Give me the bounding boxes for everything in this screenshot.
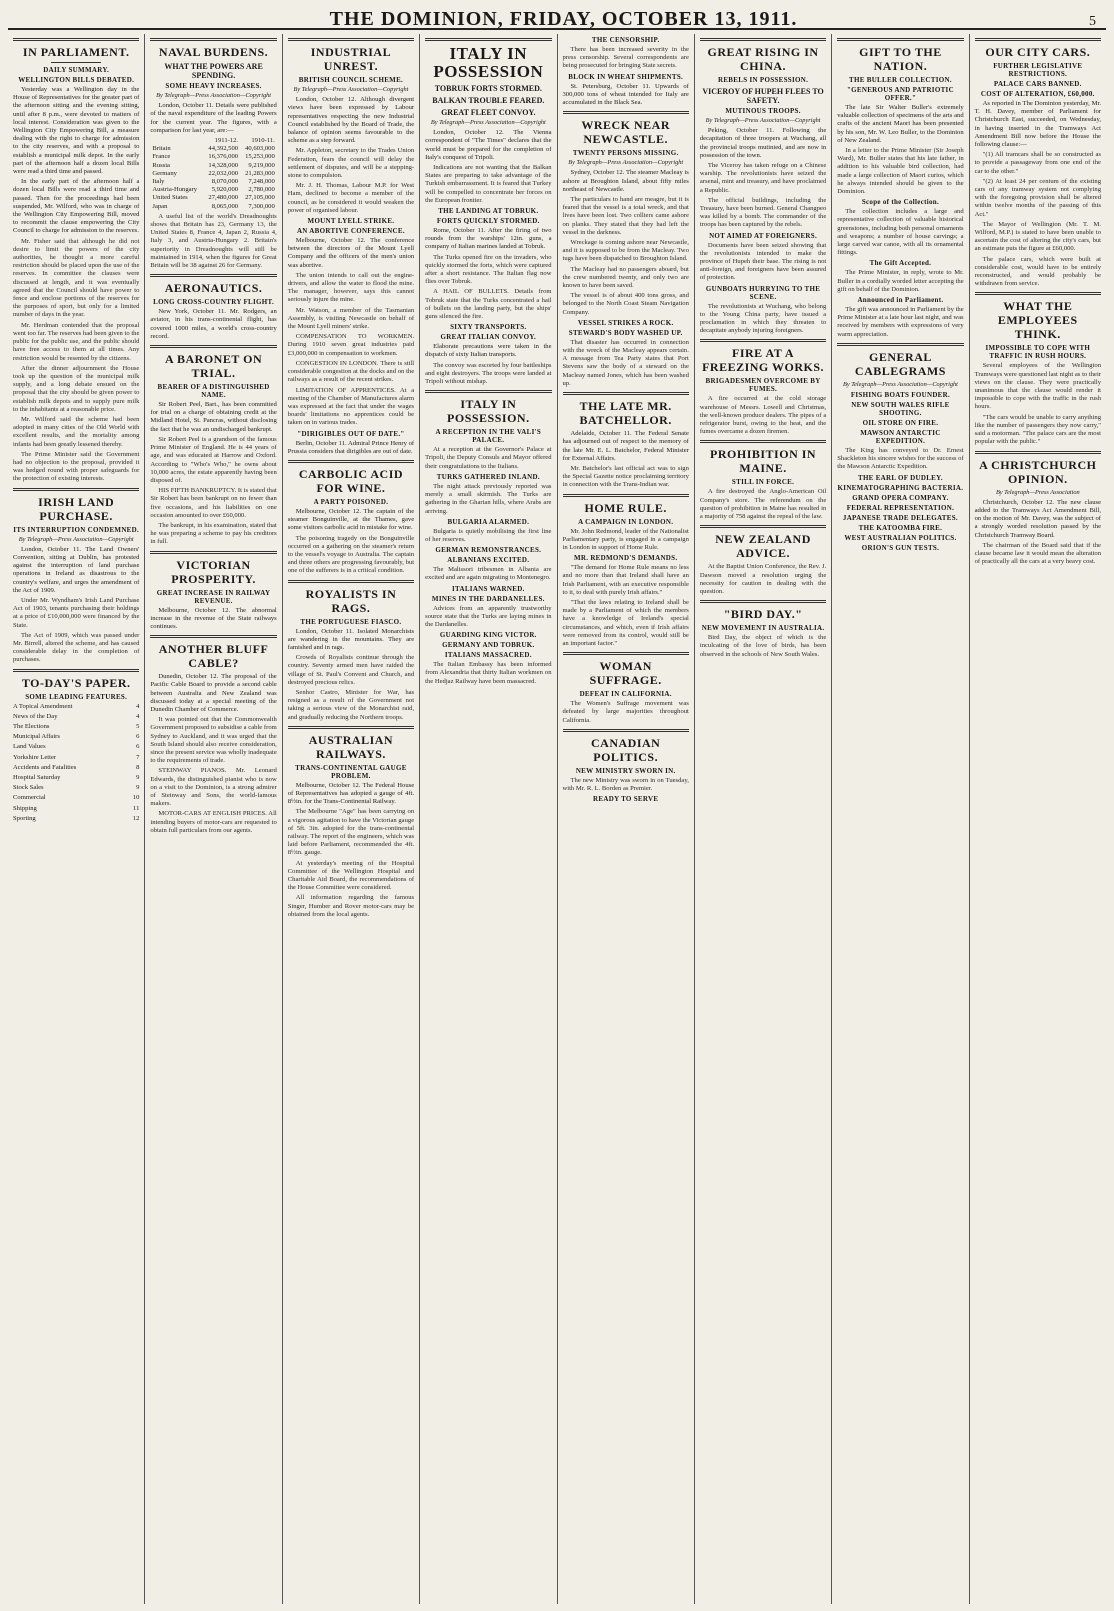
columns (8, 34, 1106, 1604)
article-text: Adelaide, October 11. The Federal Senate has adjourned out of respect to the memory of the late Mr. E. L. Batchelor, Federal Minister for External Affairs. (562, 430, 689, 462)
subhead-landing-tobruk: THE LANDING AT TOBRUK. (438, 207, 539, 216)
article-text: Melbourne, October 12. The Federal House of Representatives has adopted a gauge of 4ft. 8½in. for the Trans-Continental Railway. (287, 781, 415, 806)
article-text: London, October 12. The Vienna correspondent of "The Times" declares that the world must be prepared for the completion of Italy's conquest of Tripoli. (425, 129, 552, 161)
subhead-heavy-increases: SOME HEAVY INCREASES. (165, 82, 262, 90)
subhead-buller-collection: THE BULLER COLLECTION. (849, 76, 952, 84)
heading-in-parliament: IN PARLIAMENT. (22, 45, 130, 59)
article-text: Christchurch, October 12. The new clause added to the Tramways Act Amendment Bill, on the motion of Mr. Davey, was the subject of a strongly worded resolution passed by the Christchurch Tramway Board. (974, 498, 1101, 539)
subhead-long-flight: LONG CROSS-COUNTRY FLIGHT. (153, 298, 275, 307)
subhead-still-in-force: STILL IN FORCE. (731, 478, 795, 487)
heading-employees-think: WHAT THE EMPLOYEES THINK. (997, 299, 1078, 342)
subhead-wellington-bills: WELLINGTON BILLS DEBATED. (18, 76, 135, 84)
index-item[interactable]: Commercial 10 (13, 794, 140, 802)
heading-freezing-works-fire: FIRE AT A FREEZING WORKS. (702, 346, 825, 375)
article-text: The late Sir Walter Buller's extremely valuable collection of specimens of the arts and crafts of the ancient Maori has been presented by his son, Mr. W. Leo Buller, to the Dominion of New Zealand. (837, 104, 964, 144)
column-7: GIFT TO THE NATION. THE BULLER COLLECTION. "GENEROUS AND PATRIOTIC OFFER." The late Sir Walter Buller's extremely valuable collection of specimens of the arts and crafts of the ancient Maori has been presented by his son, Mr. W. Leo Buller, to the Dominion of New Zealand. In a letter to the Prime Minister (Sir Joseph Ward), Mr. Buller states that his late father, in addition to his valuable bird collection, had made a large collection of Maori curios, which he always intended should be given to the Dominion. Scope of the Collection. The collection includes a large and representative collection of valuable historical greenstones, including both personal ornaments and weapons; a number of house carvings; a large carved war canoe, with all its ornamental fittings. The Gift Accepted. The Prime Minister, in reply, wrote to Mr. Buller in a cordially worded letter accepting the gift on behalf of the Dominion. Announced in Parliament. The gift was announced in Parliament by the Prime Minister at a late hour last night, and was received by members with expressions of very warm appreciation. GENERAL CABLEGRAMS By Telegraph—Press Association—Copyright FISHING BOATS FOUNDER. NEW SOUTH WALES RIFLE SHOOTING. OIL STORE ON FIRE. MAWSON ANTARCTIC EXPEDITION. The King has conveyed to Dr. Ernest Shackleton his sincere wishes for the success of the Mawson Antarctic Expedition. THE EARL OF DUDLEY. KINEMATOGRAPHING BACTERIA. GRAND OPERA COMPANY. FEDERAL REPRESENTATION. JAPANESE TRADE DELEGATES. THE KATOOMBA FIRE. WEST AUSTRALIAN POLITICS. ORION'S GUN TESTS. (832, 34, 969, 1604)
subhead-twenty-missing: TWENTY PERSONS MISSING. (572, 149, 679, 158)
table-header-row: 1911-12. 1910-11. (214, 137, 275, 145)
subhead-german-remonstrances: GERMAN REMONSTRANCES. (435, 546, 542, 555)
heading-wreck-newcastle: WRECK NEAR NEWCASTLE. (581, 118, 671, 147)
article-text: New York, October 11. Mr. Rodgers, an aviator, in his trans-continental flight, has covered 1000 miles, a world's cross-country record. (150, 308, 277, 340)
subhead-not-foreigners: NOT AIMED AT FOREIGNERS. (709, 231, 818, 240)
subhead-patriotic-offer: "GENEROUS AND PATRIOTIC OFFER." (846, 86, 954, 102)
subhead-british-council: BRITISH COUNCIL SCHEME. (298, 76, 404, 84)
subhead-cost-alteration: COST OF ALTERATION, £60,000. (980, 90, 1095, 98)
subhead-federal-representation: FEDERAL REPRESENTATION. (846, 503, 955, 512)
subhead-valis-palace: A RECEPTION IN THE VALI'S PALACE. (435, 428, 542, 445)
heading-late-batchellor: THE LATE MR. BATCHELLOR. (579, 399, 672, 428)
subhead-campaign-london: A CAMPAIGN IN LONDON. (578, 517, 674, 526)
subhead-rebels-possession: REBELS IN POSSESSION. (717, 76, 809, 84)
table-row: Germany 22,032,000 21,283,000 (152, 169, 275, 177)
naval-expenditure-table (150, 137, 276, 211)
subhead-sixty-transports: SIXTY TRANSPORTS. (450, 323, 527, 332)
subhead-italians-warned: ITALIANS WARNED. (452, 584, 525, 593)
article-text: Melbourne, October 12. The captain of the steamer Bonguinville, at the Thames, gave some visitors carbolic acid in mistake for wine. (287, 507, 415, 532)
subhead-gift-accepted: The Gift Accepted. (869, 259, 932, 268)
subhead-new-ministry: NEW MINISTRY SWORN IN. (575, 766, 676, 775)
heading-city-cars: OUR CITY CARS. (985, 45, 1091, 59)
column-1: IN PARLIAMENT. DAILY SUMMARY. WELLINGTON BILLS DEBATED. Yesterday was a Wellington day in the House of Representatives for the greater part of the afternoon sitting and the evening sitting, until after 8 p.m., were devoted to matters of local interest. Consideration was given to the Wellington City Empowering Bill, a measure dealing with the right to charge for admission to the city reserves, and with a proposal to establish a municipal milk depot. In the early part of the afternoon half a dozen local Bills were read a third time and passed. In the early part of the afternoon half a dozen local Bills were read a third time and passed. Then for the proceedings had been suspended, Mr. Wilford, who was in charge of the Wellington City Empowering Bill, moved to recommit the clause empowering the City Council to charge for admission to the reserves. Mr. Fisher said that although he did not desire to limit the powers of the city authorities, he thought a more careful restriction should be placed upon the use of the reserves. In committee the clauses were discussed at length, and it was eventually agreed that the Council should have power to fence and enclose portions of the reserves for the purposes of sport, but only for a limited number of days in the year. Mr. Herdman contended that the proposal went too far. The reserves had been given to the public for the public use, and the public should have free access to them at all times. Any restriction would be resented by the citizens. After the dinner adjournment the House took up the question of the municipal milk supply, and a long debate ensued on the proposal that the city should be given power to establish milk depots and to supply pure milk to the inhabitants at a reasonable price. Mr. Wilford said the scheme had been adopted in many cities of the Old World with excellent results, and the mortality among infants had been greatly lessened thereby. The Prime Minister said the Government had no objection to the proposal, provided it was hedged round with proper safeguards for the protection of existing interests. IRISH LAND PURCHASE. ITS INTERRUPTION CONDEMNED. By Telegraph—Press Association—Copyright London, October 11. The Land Owners' Convention, sitting at Dublin, has protested against the interruption of land purchase operations in Ireland as disastrous to the country's welfare, and urges the amendment of the Act of 1909. Under Mr. Wyndham's Irish Land Purchase Act of 1903, tenants purchasing their holdings at a price of £10,000,000 were financed by the State. The Act of 1909, which was passed under Mr. Birrell, altered the scheme, and has caused considerable delay in the completion of purchases. TO-DAY'S PAPER. SOME LEADING FEATURES. A Topical Amendment 4 News of the Day 4 The Elections 5 Municipal Affairs 6 Land Values 6 Yorkshire Letter 7 Accidents and Fatalities 8 Hospital Saturday 9 Stock Sales 9 Commercial 10 Shipping 11 Sporting 12 (8, 34, 145, 1604)
subhead-balkan-trouble: BALKAN TROUBLE FEARED. (432, 96, 545, 105)
table-row: France 16,376,000 15,253,000 (152, 153, 275, 161)
subhead-scope: Scope of the Collection. (861, 198, 940, 207)
index-item[interactable]: A Topical Amendment 4 (13, 702, 140, 710)
index-item[interactable]: Yorkshire Letter 7 (13, 753, 140, 761)
subhead-west-australian: WEST AUSTRALIAN POLITICS. (844, 533, 957, 542)
article-text: Sydney, October 12. The steamer Macleay is ashore at Broughton Island, about fifty miles northeast of Newcastle. (562, 169, 689, 193)
subhead-legislative-restrictions: FURTHER LEGISLATIVE RESTRICTIONS. (993, 62, 1083, 78)
article-text: London, October 11. Details were published of the naval expenditure of the leading Powers for the current year. The figures, with a comparison for last year, are:— (150, 102, 277, 134)
byline: By Telegraph—Press Association—Copyright (18, 535, 134, 543)
subhead-katoomba-fire: THE KATOOMBA FIRE. (858, 523, 943, 532)
subhead-grand-opera: GRAND OPERA COMPANY. (852, 493, 949, 502)
column-5: THE CENSORSHIP. There has been increased severity in the press censorship. Several correspondents are being prosecuted for bringing State secrets. BLOCK IN WHEAT SHIPMENTS. St. Petersburg, October 11. Upwards of 300,000 tons of wheat intended for Italy are accumulated in the Black Sea. WRECK NEAR NEWCASTLE. TWENTY PERSONS MISSING. By Telegraph—Press Association—Copyright Sydney, October 12. The steamer Macleay is ashore at Broughton Island, about fifty miles northeast of Newcastle. The particulars to hand are meagre, but it is feared that the vessel is a total wreck, and that lives have been lost. Two colliers came ashore on planks. They stated that they had left the vessel in the darkness. Wreckage is coming ashore near Newcastle, and it is supposed to be from the Macleay. Two tugs have been dispatched to Broughton Island. The Macleay had no passengers aboard, but the crew numbered twenty, and only two are known to have been saved. The vessel is of about 400 tons gross, and belonged to the North Coast Steam Navigation Company. VESSEL STRIKES A ROCK. STEWARD'S BODY WASHED UP. That disaster has occurred in connection with the wreck of the Macleay appears certain. A message from Tea Party states that Port Stevens saw the body of a steward on the Macleay named Jones, which has been washed up. THE LATE MR. BATCHELLOR. Adelaide, October 11. The Federal Senate has adjourned out of respect to the memory of the late Mr. E. L. Batchelor, Federal Minister for External Affairs. Mr. Batchelor's last official act was to sign the Special Gazette notice proclaiming territory in connection with the Trans-Indian war. HOME RULE. A CAMPAIGN IN LONDON. Mr. John Redmond, leader of the Nationalist Parliamentary party, is engaged in a campaign in London in support of Home Rule. MR. REDMOND'S DEMANDS. "The demand for Home Rule means no less and no more than that Ireland shall have an Irish Parliament, with an executive responsible to it, to deal with purely Irish affairs." "That the laws relating to Ireland shall be made by a Parliament of which the members have a knowledge of Ireland's special circumstances, and which, even if Irish affairs were removed from its control, would still be an important factor." WOMAN SUFFRAGE. DEFEAT IN CALIFORNIA. The Women's Suffrage movement was defeated by large majorities throughout California. CANADIAN POLITICS. NEW MINISTRY SWORN IN. The new Ministry was sworn in on Tuesday, with Mr. R. L. Borden as Premier. READY TO SERVE (558, 34, 695, 1604)
index-item[interactable]: Sporting 12 (13, 814, 140, 822)
subhead-dirigibles: "DIRIGIBLES OUT OF DATE." (297, 429, 405, 438)
index-item[interactable]: Land Values 6 (13, 743, 140, 751)
subhead-bulgaria: BULGARIA ALARMED. (447, 517, 530, 526)
subhead-leading-features: SOME LEADING FEATURES. (25, 692, 128, 701)
heading-canadian-politics: CANADIAN POLITICS. (591, 735, 661, 764)
article-text: London, October 12. Although divergent views have been expressed by Labour representatives respecting the new Industrial Council established by the Board of Trade, the balance of opinion seems favourable to the scheme as a step forward. (287, 96, 415, 145)
subhead-japanese-trade: JAPANESE TRADE DELEGATES. (842, 513, 958, 522)
index-item[interactable]: Stock Sales 9 (13, 784, 140, 792)
heading-bluff-cable: ANOTHER BLUFF CABLE? (158, 642, 269, 671)
heading-christchurch-opinion: A CHRISTCHURCH OPINION. (979, 457, 1097, 486)
heading-nz-advice: NEW ZEALAND ADVICE. (715, 532, 811, 561)
subhead-brigadesmen: BRIGADESMEN OVERCOME BY FUMES. (705, 377, 821, 394)
article-text: In the early part of the afternoon half a dozen local Bills were read a third time and passed. Then for the proceedings had been suspended, Mr. Wilford, who was in charge of the Wellington City Empowering Bill, moved to recommit the clause empowering the City Council to charge for admission to the reserves. (13, 178, 140, 235)
byline: By Telegraph—Press Association (995, 488, 1080, 496)
index-item[interactable]: Accidents and Fatalities 8 (13, 763, 140, 771)
article-text: As reported in The Dominion yesterday, Mr. T. H. Davey, member of Parliament for Christchurch East, succeeded, on Wednesday, in having inserted in the Tramways Act Amendment Bill now before the House the following clause:— (974, 100, 1101, 149)
subhead-powers-spending: WHAT THE POWERS ARE SPENDING. (164, 62, 263, 80)
masthead (8, 6, 1106, 30)
index-item[interactable]: News of the Day 4 (13, 712, 140, 720)
subhead-mutinous-troops: MUTINOUS TROOPS. (725, 107, 801, 115)
column-3: INDUSTRIAL UNREST. BRITISH COUNCIL SCHEME. By Telegraph—Press Association—Copyright London, October 12. Although divergent views have been expressed by Labour representatives respecting the new Industrial Council established by the Board of Trade, the balance of opinion seems favourable to the scheme as a step forward. Mr. Appleton, secretary to the Trades Union Federation, fears the council will delay the settlement of disputes, and will be a stepping-stone to compulsion. Mr. J. H. Thomas, Labour M.P. for West Ham, declined to become a member of the council, as he considered it would weaken the power of organised labour. MOUNT LYELL STRIKE. AN ABORTIVE CONFERENCE. Melbourne, October 12. The conference between the directors of the Mount Lyell Company and the officers of the men's union was abortive. The union intends to call out the engine-drivers, and allow the water to flood the mine. The manager, however, says this cannot seriously injure the mine. Mr. Watson, a member of the Tasmanian Assembly, is visiting Newcastle on behalf of the Mount Lyell miners' strike. COMPENSATION TO WORKMEN. During 1910 seven great industries paid £3,000,000 in compensation to workmen. CONGESTION IN LONDON. There is still considerable congestion at the docks and on the railways as a result of the recent strikes. LIMITATION OF APPRENTICES. At a meeting of the Chamber of Manufactures alarm was expressed at the fact that under the wages boards' limitations no apprentices could be taken on in various trades. "DIRIGIBLES OUT OF DATE." Berlin, October 11. Admiral Prince Henry of Prussia considers that dirigibles are out of date. CARBOLIC ACID FOR WINE. A PARTY POISONED. Melbourne, October 12. The captain of the steamer Bonguinville, at the Thames, gave some visitors carbolic acid in mistake for wine. The poisoning tragedy on the Bonguinville occurred on a gathering on the steamer's return to the vessel's voyage to Australia. The captain and three others are progressing favourably, but one of the sufferers is in a critical condition. ROYALISTS IN RAGS. THE PORTUGUESE FIASCO. London, October 11. Isolated Monarchists are wandering in the mountains. They are famished and in rags. Crowds of Royalists continue through the country. Seventy armed men have raided the village of St. Paul's Convent and Church, and destroyed precious relics. Senhor Castro, Minister for War, has resigned as a result of the Government not taking a serious view of the Monarchist raid, and gradually reducing the Northern troops. AUSTRALIAN RAILWAYS. TRANS-CONTINENTAL GAUGE PROBLEM. Melbourne, October 12. The Federal House of Representatives has adopted a gauge of 4ft. 8½in. for the Trans-Continental Railway. The Melbourne "Age" has been carrying on a vigorous agitation to have the Victorian gauge of 5ft. 3in. adopted for the trans-continental railway. The report of the engineers, which was laid before Parliament, recommended the 4ft. 8½in. gauge. At yesterday's meeting of the Hospital Committee of the Wellington Hospital and Charitable Aid Board, the recommendations of the House Committee were considered. All information regarding the famous Singer, Humber and Rover motor-cars may be obtained from the local agents. (283, 34, 420, 1604)
heading-italy-possession-2: ITALY IN POSSESSION. (447, 397, 530, 426)
subhead-redmond-demands: MR. REDMOND'S DEMANDS. (573, 554, 678, 563)
subhead-rush-hours: IMPOSSIBLE TO COPE WITH TRAFFIC IN RUSH HOURS. (985, 344, 1091, 361)
article-text: Dunedin, October 12. The proposal of the Pacific Cable Board to provide a second cable between Australia and New Zealand was discussed today at a special meeting of the Dunedin Chamber of Commerce. (150, 673, 277, 713)
heading-rising-china: GREAT RISING IN CHINA. (707, 45, 819, 73)
article-text: Peking, October 11. Following the decapitation of three troopers at Wuchang, all the provincial troops mutinied, and are now in possession of the town. (699, 127, 827, 159)
subhead-italians-massacred: ITALIANS MASSACRED. (444, 651, 532, 660)
heading-gift-nation: GIFT TO THE NATION. (859, 45, 942, 73)
subhead-oil-store: OIL STORE ON FIRE. (862, 419, 939, 428)
subhead-mount-lyell: MOUNT LYELL STRIKE. (307, 217, 395, 226)
subhead-germany-tobruk: GERMANY AND TOBRUK. (442, 641, 535, 650)
subhead-party-poisoned: A PARTY POISONED. (313, 497, 389, 506)
table-row: Japan 8,065,000 7,300,000 (152, 202, 275, 210)
subhead-fishing-boats: FISHING BOATS FOUNDER. (850, 391, 951, 400)
byline: By Telegraph—Press Association—Copyright (705, 117, 821, 124)
subhead-orion-gun: ORION'S GUN TESTS. (861, 543, 940, 552)
heading-industrial-unrest: INDUSTRIAL UNREST. (310, 45, 392, 73)
index-item[interactable]: Hospital Saturday 9 (13, 774, 140, 782)
table-row: Austria-Hungary 5,920,000 2,780,000 (152, 186, 275, 194)
index-item[interactable]: Shipping 11 (13, 804, 140, 812)
byline: By Telegraph—Press Association—Copyright (430, 119, 546, 126)
subhead-daily-summary: DAILY SUMMARY. (43, 66, 110, 74)
subhead-tobruk-forts: TOBRUK FORTS STORMED. (434, 84, 542, 93)
article-text: Rome, October 11. After the firing of two rounds from the warships' 12in. guns, a company of Italian marines landed at Tobruk. (425, 227, 552, 251)
subhead-vessel-rock: VESSEL STRIKES A ROCK. (577, 318, 674, 327)
subhead-earl-dudley: THE EARL OF DUDLEY. (857, 473, 943, 482)
heading-general-cablegrams: GENERAL CABLEGRAMS (854, 349, 946, 378)
table-row: Russia 14,328,000 9,219,000 (152, 161, 275, 169)
subhead-railway-revenue: GREAT INCREASE IN RAILWAY REVENUE. (156, 588, 271, 605)
article-text: Elaborate precautions were taken in the dispatch of sixty Italian transports. (425, 343, 552, 359)
subhead-king-victor: GUARDING KING VICTOR. (439, 631, 537, 640)
heading-baronet-trial: A BARONET ON TRIAL. (164, 352, 263, 381)
subhead-ready-to-serve: READY TO SERVE (593, 795, 659, 804)
subhead-great-fleet: GREAT FLEET CONVOY. (441, 108, 536, 117)
heading-todays-paper: TO-DAY'S PAPER. (21, 675, 131, 690)
article-text: Melbourne, October 12. The abnormal increase in the revenue of the State railways continues. (150, 606, 277, 630)
article-text: Yesterday was a Wellington day in the House of Representatives for the greater part of the afternoon sitting and the evening sitting, until after 8 p.m., were devoted to matters of local interest. Consideration was given to the Wellington City Empowering Bill, a measure dealing with the right to charge for admission to the city reserves, and with a proposal to establish a municipal milk depot. In the early part of the afternoon half a dozen local Bills were read a third time and passed. (13, 86, 140, 176)
feature-index (13, 703, 139, 823)
byline: By Telegraph—Press Association—Copyright (568, 159, 684, 167)
heading-irish-land-purchase: IRISH LAND PURCHASE. (38, 494, 115, 523)
subhead-steward-body: STEWARD'S BODY WASHED UP. (568, 328, 683, 337)
subhead-albanians: ALBANIANS EXCITED. (447, 556, 530, 565)
subhead-censorship: THE CENSORSHIP. (591, 36, 660, 44)
column-8: OUR CITY CARS. FURTHER LEGISLATIVE RESTRICTIONS. PALACE CARS BANNED. COST OF ALTERATION, £60,000. As reported in The Dominion yesterday, Mr. T. H. Davey, member of Parliament for Christchurch East, succeeded, on Wednesday, in having inserted in the Tramways Act Amendment Bill now before the House the following clause:— "(1) All tramcars shall be so constructed as to provide a passageway from one end of the car to the other." "(2) At least 24 per centum of the existing cars of any tramway system not complying with the foregoing provision shall be altered within twelve months of the passing of this Act." The Mayor of Wellington (Mr. T. M. Wilford, M.P.) is stated to have been unable to ascertain the cost of altering the city's cars, but an estimate puts the figure at £60,000. The palace cars, which were built at considerable cost, would have to be entirely reconstructed, and would probably be withdrawn from service. WHAT THE EMPLOYEES THINK. IMPOSSIBLE TO COPE WITH TRAFFIC IN RUSH HOURS. Several employees of the Wellington Tramways were questioned last night as to their views on the clause. They were practically unanimous that the clause would render it impossible to cope with the traffic in the rush hours. "The cars would be unable to carry anything like the number of passengers they now carry," said a motorman. "The palace cars are the most popular with the public." A CHRISTCHURCH OPINION. By Telegraph—Press Association Christchurch, October 12. The new clause added to the Tramways Act Amendment Bill, on the motion of Mr. Davey, was the subject of a strongly worded resolution passed by the Christchurch Tramway Board. The chairman of the Board said that if the clause became law it would mean the alteration of practically all the cars at a very heavy cost. (970, 34, 1106, 1604)
subhead-gunboats: GUNBOATS HURRYING TO THE SCENE. (705, 284, 821, 301)
subhead-distinguished-name: BEARER OF A DISTINGUISHED NAME. (157, 383, 270, 400)
subhead-defeat-california: DEFEAT IN CALIFORNIA. (579, 690, 672, 699)
column-6: GREAT RISING IN CHINA. REBELS IN POSSESSION. VICEROY OF HUPEH FLEES TO SAFETY. MUTINOUS TROOPS. By Telegraph—Press Association—Copyright Peking, October 11. Following the decapitation of three troopers at Wuchang, all the provincial troops mutinied, and are now in possession of the town. The Viceroy has taken refuge on a Chinese warship. The revolutionists have seized the arsenal, mint and treasury, and have proclaimed a Republic. The official buildings, including the Treasury, have been burned. General Changpeo was killed by a bomb. The commander of the troops has been captured by the rebels. NOT AIMED AT FOREIGNERS. Documents have been seized showing that the revolutionists intended to make the province of Hupeh their base. The rising is not anti-foreign, and foreigners have been assured of protection. GUNBOATS HURRYING TO THE SCENE. The revolutionists at Wuchang, who belong to the Young China party, have issued a proclamation in which they threaten to decapitate anybody injuring foreigners. FIRE AT A FREEZING WORKS. BRIGADESMEN OVERCOME BY FUMES. A fire occurred at the cold storage warehouse of Messrs. Lowell and Christmas, the well-known produce dealers. The pipes of a refrigerator burst, owing to the heat, and the fumes overcame a dozen firemen. PROHIBITION IN MAINE. STILL IN FORCE. A fire destroyed the Anglo-American Oil Company's store. The referendum on the question of prohibition in Maine has resulted in a majority of 758 against the repeal of the law. NEW ZEALAND ADVICE. At the Baptist Union Conference, the Rev. J. Dawson moved a resolution urging the necessity for caution in dealing with the question. "BIRD DAY." NEW MOVEMENT IN AUSTRALIA. Bird Day, the object of which is the inculcating of the love of birds, has been observed in the schools of New South Wales. (695, 34, 832, 1604)
heading-bird-day: "BIRD DAY." (723, 607, 803, 622)
heading-royalists: ROYALISTS IN RAGS. (305, 586, 397, 615)
subhead-forts-stormed: FORTS QUICKLY STORMED. (436, 217, 540, 226)
table-row: Britain 44,392,500 40,603,000 (152, 145, 275, 153)
subhead-mines-dardanelles: MINES IN THE DARDANELLES. (431, 594, 545, 603)
table-row: United States 27,480,000 27,105,000 (152, 194, 275, 202)
heading-prohibition-maine: PROHIBITION IN MAINE. (710, 447, 817, 476)
subhead-viceroy-flees: VICEROY OF HUPEH FLEES TO SAFETY. (702, 87, 824, 105)
index-item[interactable]: The Elections 5 (13, 723, 140, 730)
subhead-rifle-shooting: NEW SOUTH WALES RIFLE SHOOTING. (851, 401, 950, 418)
heading-aeronautics: AERONAUTICS. (164, 281, 263, 296)
subhead-turks-inland: TURKS GATHERED INLAND. (436, 472, 540, 481)
byline: By Telegraph—Press Association—Copyright (156, 92, 271, 99)
column-2: NAVAL BURDENS. WHAT THE POWERS ARE SPENDING. SOME HEAVY INCREASES. By Telegraph—Press Association—Copyright London, October 11. Details were published of the naval expenditure of the leading Powers for the current year. The figures, with a comparison for last year, are:— 1911-12. 1910-11. Britain 44,392,500 40,603,000 France 16,376,000 15,253,000 Russia 14,328,000 9,219,000 Germany 22,032,000 21,283,000 Italy 8,070,000 7,248,000 Austria-Hungary 5,920,000 2,780,000 United States 27,480,000 27,105,000 Japan 8,065,000 7,300,000 A useful list of the world's Dreadnoughts shows that Britain has 23, Germany 13, the United States 8, France 4, Japan 2, Russia 4, Italy 3, and Austria-Hungary 2. Britain's superiority in Dreadnoughts will still be maintained in 1914, when the figures for Great Britain will be 38 against 26 for Germany. AERONAUTICS. LONG CROSS-COUNTRY FLIGHT. New York, October 11. Mr. Rodgers, an aviator, in his trans-continental flight, has covered 1000 miles, a world's cross-country record. A BARONET ON TRIAL. BEARER OF A DISTINGUISHED NAME. Sir Robert Peel, Bart., has been committed for trial on a charge of obtaining credit at the Midland Hotel, St. Pancras, without disclosing the fact that he was an undischarged bankrupt. Sir Robert Peel is a grandson of the famous Prime Minister of England. He is 44 years of age, and was educated at Harrow and Oxford. According to "Who's Who," he owns about 10,000 acres, the estate apparently having been disposed of. HIS FIFTH BANKRUPTCY. It is stated that Sir Robert has been bankrupt on no fewer than five occasions, and his liabilities on one occasion amounted to over £60,000. The bankrupt, in his examination, stated that he was preparing a scheme to pay his creditors in full. VICTORIAN PROSPERITY. GREAT INCREASE IN RAILWAY REVENUE. Melbourne, October 12. The abnormal increase in the revenue of the State railways continues. ANOTHER BLUFF CABLE? Dunedin, October 12. The proposal of the Pacific Cable Board to provide a second cable between Australia and New Zealand was discussed today at a special meeting of the Dunedin Chamber of Commerce. It was pointed out that the Commonwealth Government proposed to subsidise a cable from Sydney to Auckland, and it was urged that the South Island should also receive consideration, since the present service was wholly inadequate to the requirements of trade. STEINWAY PIANOS. Mr. Leonard Edwards, the distinguished pianist who is now on a visit to the Dominion, is a strong admirer of Steinway and Sons, the world-famous makers. MOTOR-CARS AT ENGLISH PRICES. All intending buyers of motor-cars are requested to obtain full particulars from our agents. (145, 34, 282, 1604)
article-text: Sir Robert Peel, Bart., has been committed for trial on a charge of obtaining credit at the Midland Hotel, St. Pancras, without disclosing the fact that he was an undischarged bankrupt. (150, 401, 277, 433)
table-row: Italy 8,070,000 7,248,000 (152, 178, 275, 186)
subhead-new-movement: NEW MOVEMENT IN AUSTRALIA. (701, 624, 825, 633)
heading-naval-burdens: NAVAL BURDENS. (158, 45, 269, 59)
subhead-portuguese-fiasco: THE PORTUGUESE FIASCO. (300, 617, 402, 626)
heading-italy-in-possession: ITALY IN POSSESSION (433, 44, 544, 81)
article-text: London, October 11. The Land Owners' Convention, sitting at Dublin, has protested against the interruption of land purchase operations in Ireland as disastrous to the country's welfare, and urges the amendment of the Act of 1909. (13, 545, 140, 594)
index-item[interactable]: Municipal Affairs 6 (13, 733, 140, 741)
column-4: ITALY IN POSSESSION TOBRUK FORTS STORMED. BALKAN TROUBLE FEARED. GREAT FLEET CONVOY. By Telegraph—Press Association—Copyright London, October 12. The Vienna correspondent of "The Times" declares that the world must be prepared for the completion of Italy's conquest of Tripoli. Indications are not wanting that the Balkan States are preparing to take advantage of the Turkish embarrassment. It is feared that Turkey will be compelled to concentrate her forces on the European frontier. THE LANDING AT TOBRUK. FORTS QUICKLY STORMED. Rome, October 11. After the firing of two rounds from the warships' 12in. guns, a company of Italian marines landed at Tobruk. The Turks opened fire on the invaders, who quickly stormed the forts, which were captured after a short resistance. The Italian flag now flies over Tobruk. A HAIL OF BULLETS. Details from Tobruk state that the Turks concentrated a hail of bullets on the landing party, but the ships' guns silenced the fire. SIXTY TRANSPORTS. GREAT ITALIAN CONVOY. Elaborate precautions were taken in the dispatch of sixty Italian transports. The convoy was escorted by four battleships and eight destroyers. The troops were landed at Tripoli without mishap. ITALY IN POSSESSION. A RECEPTION IN THE VALI'S PALACE. At a reception at the Governor's Palace at Tripoli, the Deputy Consuls and Mayor offered their congratulations to the Italians. TURKS GATHERED INLAND. The night attack previously reported was merely a small skirmish. The Turks are gathering in the Gharian hills, where Arabs are arriving. BULGARIA ALARMED. Bulgaria is quietly mobilising the first line of her reserves. GERMAN REMONSTRANCES. ALBANIANS EXCITED. The Malissori tribesmen in Albania are excited and are again migrating to Montenegro. ITALIANS WARNED. MINES IN THE DARDANELLES. Advices from an apparently trustworthy source state that the Turks are laying mines in the Dardanelles. GUARDING KING VICTOR. GERMANY AND TOBRUK. ITALIANS MASSACRED. The Italian Embassy has been informed from Alexandria that thirty Italian workmen on the Hedjaz Railway have been massacred. (420, 34, 557, 1604)
page-number: 5 (1089, 14, 1096, 29)
subhead-mawson: MAWSON ANTARCTIC EXPEDITION. (860, 429, 941, 446)
subhead-wheat-shipments: BLOCK IN WHEAT SHIPMENTS. (568, 72, 684, 81)
article-text: Berlin, October 11. Admiral Prince Henry of Prussia considers that dirigibles are out of date. (287, 439, 415, 455)
subhead-bacteria: KINEMATOGRAPHING BACTERIA. (837, 483, 964, 492)
article-text: St. Petersburg, October 11. Upwards of 300,000 tons of wheat intended for Italy are accumulated in the Black Sea. (562, 82, 689, 107)
heading-home-rule: HOME RULE. (584, 500, 667, 515)
subhead-abortive-conference: AN ABORTIVE CONFERENCE. (296, 227, 405, 236)
subhead-gauge-problem: TRANS-CONTINENTAL GAUGE PROBLEM. (295, 763, 407, 780)
subhead-palace-cars: PALACE CARS BANNED. (993, 80, 1082, 88)
subhead-great-convoy: GREAT ITALIAN CONVOY. (440, 333, 537, 342)
byline: By Telegraph—Press Association—Copyright (843, 380, 958, 388)
heading-carbolic-acid: CARBOLIC ACID FOR WINE. (298, 466, 404, 495)
subhead-interruption: ITS INTERRUPTION CONDEMNED. (13, 525, 140, 534)
masthead-title: THE DOMINION, FRIDAY, OCTOBER 13, 1911. (329, 8, 798, 30)
subhead-announced-parliament: Announced in Parliament. (857, 296, 944, 305)
heading-australian-railways: AUSTRALIAN RAILWAYS. (308, 732, 394, 761)
article-text: Melbourne, October 12. The conference between the directors of the Mount Lyell Company and the officers of the men's union was abortive. (287, 237, 415, 269)
byline: By Telegraph—Press Association—Copyright (293, 86, 409, 93)
article-text: London, October 11. Isolated Monarchists are wandering in the mountains. They are famished and in rags. (287, 627, 415, 651)
heading-woman-suffrage: WOMAN SUFFRAGE. (589, 659, 662, 688)
heading-victorian-prosperity: VICTORIAN PROSPERITY. (171, 557, 256, 586)
